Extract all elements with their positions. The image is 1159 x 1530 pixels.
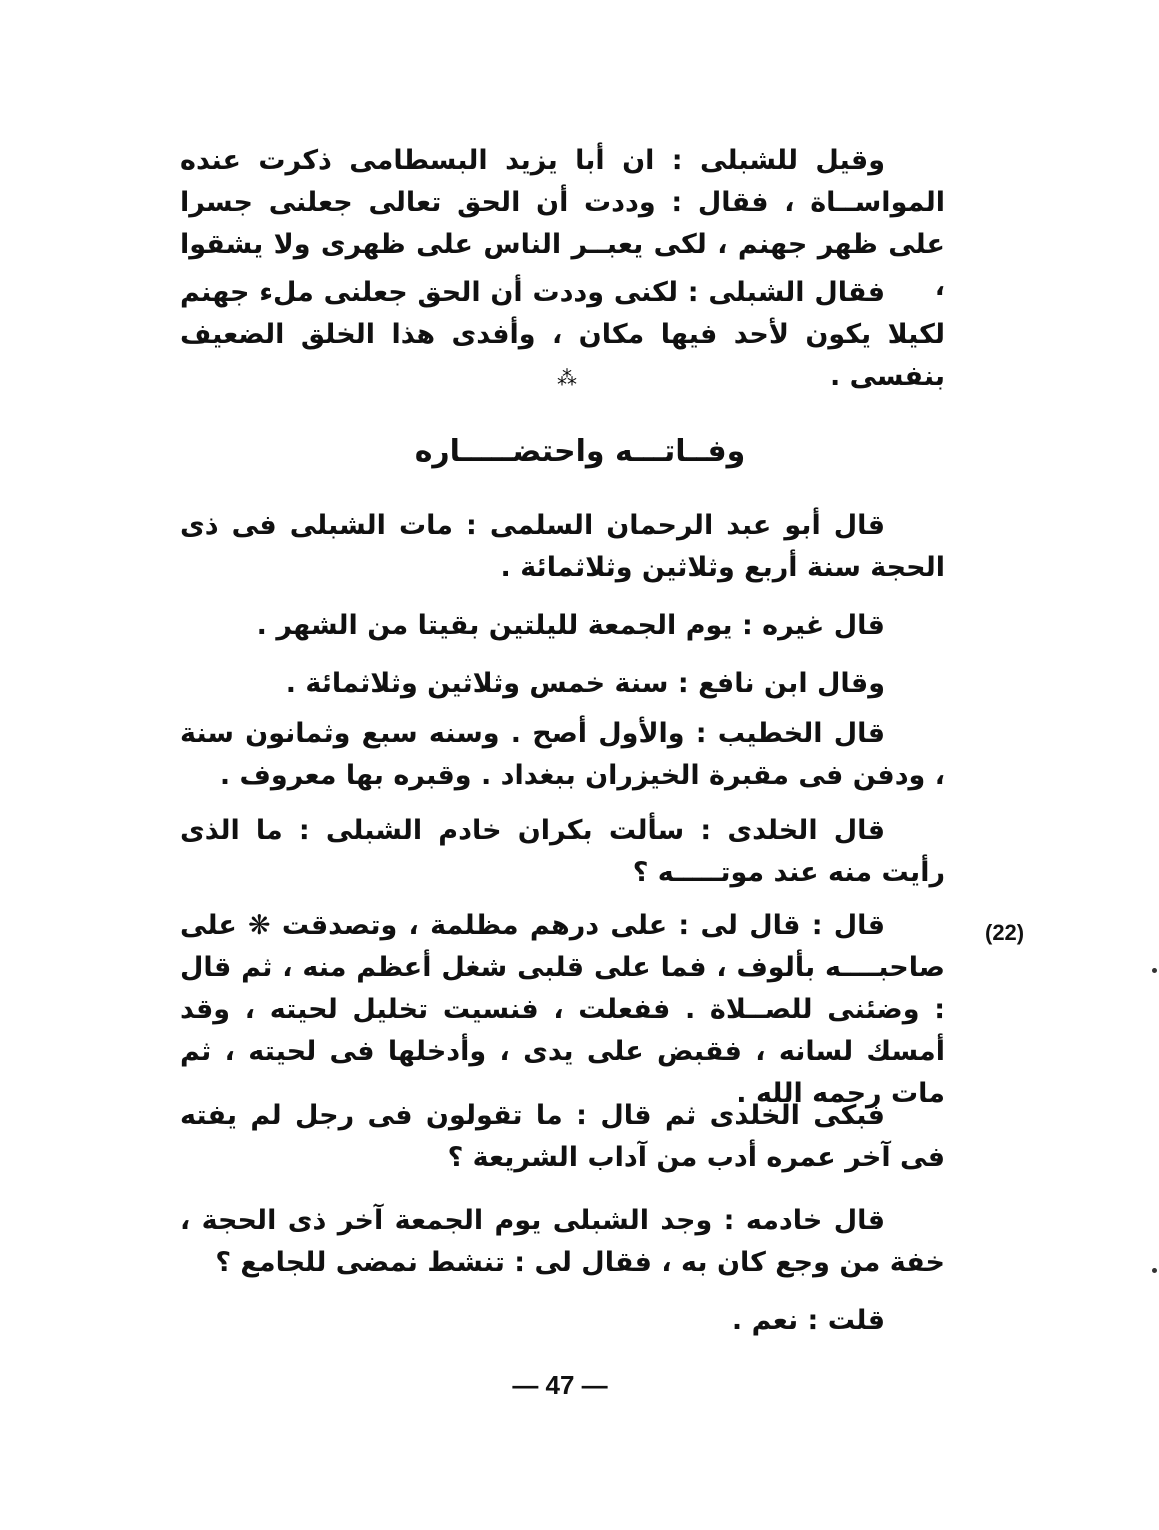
paragraph: قال : قال لى : على درهم مظلمة ، وتصدقت ❋ على صاحبــــه بألوف ، فما على قلبى شغل أعظم منه ، ثم قال : وضئنى للصــلاة . ففعلت ، فنسيت تخليل لحيته ، وقد أمسك لسانه ، فقبض على يدى ، وأدخلها فى لحيته ، ثم مات رحمه الله .: [180, 910, 945, 1109]
paragraph: وقال ابن نافع : سنة خمس وثلاثين وثلاثمائة .: [285, 668, 885, 699]
paragraph: قلت : نعم .: [731, 1305, 885, 1336]
margin-marker: (22): [985, 920, 1025, 945]
paragraph: قال الخلدى : سألت بكران خادم الشبلى : ما الذى رأيت منه عند موتـــــه ؟: [180, 815, 945, 888]
paragraph: فبكى الخلدى ثم قال : ما تقولون فى رجل لم يفته فى آخر عمره أدب من آداب الشريعة ؟: [180, 1100, 945, 1173]
paragraph: فقال الشبلى : لكنى وددت أن الحق جعلنى ملء جهنم لكيلا يكون لأحد فيها مكان ، وأفدى هذا الخلق الضعيف بنفسى .: [180, 277, 945, 392]
paragraph: قال الخطيب : والأول أصح . وسنه سبع وثمانون سنة ، ودفن فى مقبرة الخيزران ببغداد . وقبره بها معروف .: [180, 718, 945, 791]
paragraph: قال غيره : يوم الجمعة لليلتين بقيتا من الشهر .: [256, 610, 885, 641]
section-ornament: ⁂: [557, 366, 577, 390]
paragraph: قال خادمه : وجد الشبلى يوم الجمعة آخر ذى الحجة ، خفة من وجع كان به ، فقال لى : تنشط نمضى للجامع ؟: [180, 1205, 945, 1278]
paragraph: قال أبو عبد الرحمان السلمى : مات الشبلى فى ذى الحجة سنة أربع وثلاثين وثلاثمائة .: [180, 510, 945, 583]
page-number: — 47 —: [512, 1370, 608, 1400]
body-text-top: [180, 140, 945, 392]
body-text-main: [180, 505, 945, 1355]
scan-speck: [1152, 1268, 1157, 1273]
section-heading: وفــاتـــه واحتضـــــاره: [414, 434, 746, 469]
scan-speck: [1152, 968, 1157, 973]
paragraph: وقيل للشبلى : ان أبا يزيد البسطامى ذكرت عنده المواســاة ، فقال : وددت أن الحق تعالى جعلنى جسرا على ظهر جهنم ، لكى يعبــر الناس على ظهرى ولا يشقوا ،: [180, 145, 945, 302]
